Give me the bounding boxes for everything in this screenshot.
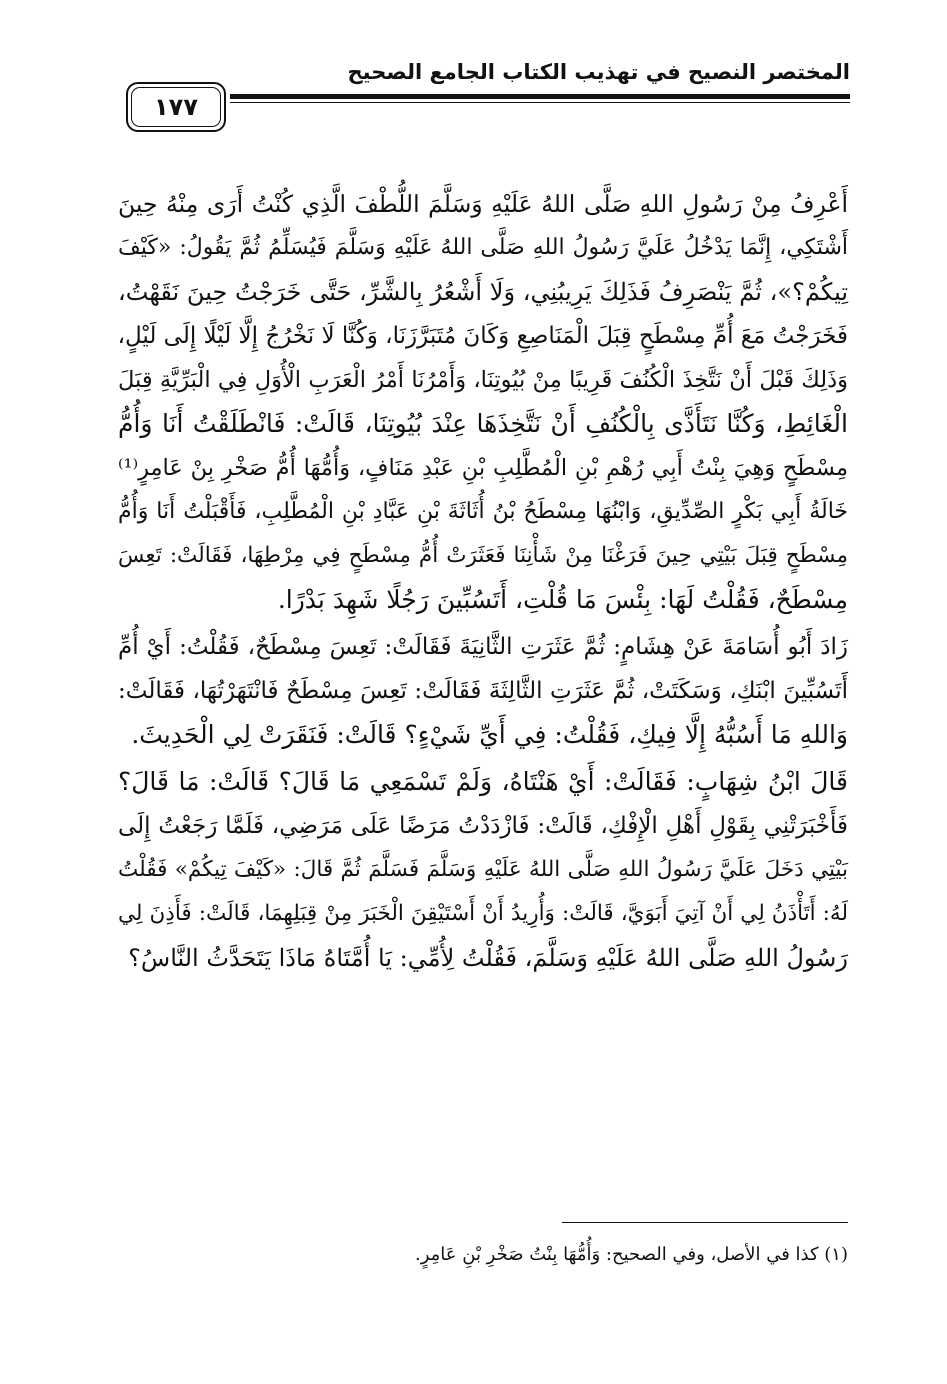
page-number: ١٧٧	[131, 87, 221, 127]
page-number-frame	[126, 82, 226, 132]
header-rule-thin	[230, 102, 850, 103]
text-line: وَذَلِكَ قَبْلَ أَنْ نَتَّخِذَ الْكُنُفَ قَرِيبًا مِنْ بُيُوتِنَا، وَأَمْرُنَا أَمْرُ الْعَرَبِ الْأُوَلِ فِي الْبَرِّيَّةِ قِبَلَ	[118, 367, 848, 393]
text-line: فَخَرَجْتُ مَعَ أُمِّ مِسْطَحٍ قِبَلَ الْمَنَاصِعِ وَكَانَ مُتَبَرَّزَنَا، وَكُنَّا لَا نَخْرُجُ إِلَّا لَيْلًا إِلَى لَيْلٍ،	[117, 323, 848, 349]
footnote-separator	[562, 1222, 848, 1223]
text-line: فَأَخْبَرَتْنِي بِقَوْلِ أَهْلِ الْإِفْكِ، قَالَتْ: فَازْدَدْتُ مَرَضًا عَلَى مَرَضِي، فَلَمَّا رَجَعْتُ إِلَى	[118, 813, 848, 839]
page-header	[122, 56, 850, 136]
running-title: المختصر النصيح في تهذيب الكتاب الجامع الصحيح	[347, 60, 850, 84]
text-line: أَشْتَكِي، إِنَّمَا يَدْخُلُ عَلَيَّ رَسُولُ اللهِ صَلَّى اللهُ عَلَيْهِ وَسَلَّمَ فَيُسَلِّمُ ثُمَّ يَقُولُ: «كَيْفَ	[118, 235, 848, 260]
text-line: لَهُ: أَتَأْذَنُ لِي أَنْ آتِيَ أَبَوَيَّ، قَالَتْ: وَأُرِيدُ أَنْ أَسْتَيْقِنَ الْخَبَرَ مِنْ قِبَلِهِمَا، قَالَتْ: فَأَذِنَ لِي	[118, 901, 848, 926]
text-line: أَعْرِفُ مِنْ رَسُولِ اللهِ صَلَّى اللهُ عَلَيْهِ وَسَلَّمَ اللُّطْفَ الَّذِي كُنْتُ أَرَى مِنْهُ حِينَ	[118, 190, 848, 218]
text-line: تِيكُمْ؟»، ثُمَّ يَنْصَرِفُ فَذَلِكَ يَرِيبُنِي، وَلَا أَشْعُرُ بِالشَّرِّ، حَتَّى خَرَجْتُ حِينَ نَقَهْتُ،	[118, 278, 848, 306]
text-line: خَالَةُ أَبِي بَكْرٍ الصِّدِّيقِ، وَابْنُهَا مِسْطَحُ بْنُ أُثَاثَةَ بْنِ عَبَّادِ بْنِ الْمُطَّلِبِ، فَأَقْبَلْتُ أَنَا وَأُمُّ	[118, 499, 848, 524]
text-line: زَادَ أَبُو أُسَامَةَ عَنْ هِشَامٍ: ثُمَّ عَثَرَتِ الثَّانِيَةَ فَقَالَتْ: تَعِسَ مِسْطَحٌ، فَقُلْتُ: أَيْ أُمِّ	[118, 634, 848, 660]
text-line: مِسْطَحٌ، فَقُلْتُ لَهَا: بِئْسَ مَا قُلْتِ، أَتَسُبِّينَ رَجُلًا شَهِدَ بَدْرًا.	[277, 585, 848, 614]
text-line: مِسْطَحٍ قِبَلَ بَيْتِي حِينَ فَرَغْنَا مِنْ شَأْنِنَا فَعَثَرَتْ أُمُّ مِسْطَحٍ فِي مِرْطِهَا، فَقَالَتْ: تَعِسَ	[118, 543, 848, 568]
text-line: مِسْطَحٍ وَهِيَ بِنْتُ أَبِي رُهْمِ بْنِ الْمُطَّلِبِ بْنِ عَبْدِ مَنَافٍ، وَأُمُّهَا أُمُّ صَخْرِ بِنْ عَامِرٍ⁽¹⁾	[118, 455, 848, 481]
text-line: رَسُولُ اللهِ صَلَّى اللهُ عَلَيْهِ وَسَلَّمَ، فَقُلْتُ لِأُمِّي: يَا أُمَّتَاهُ مَاذَا يَتَحَدَّثُ النَّاسُ؟	[128, 944, 848, 972]
text-line: أَتَسُبِّينَ ابْنَكِ، وَسَكَتَتْ، ثُمَّ عَثَرَتِ الثَّالِثَةَ فَقَالَتْ: تَعِسَ مِسْطَحٌ فَانْتَهَرْتُهَا، فَقَالَتْ:	[118, 678, 848, 704]
main-text	[118, 182, 848, 980]
footnote: (١) كذا في الأصل، وفي الصحيح: وَأُمُّهَا بِنْتُ صَخْرِ بْنِ عَامِرٍ.	[415, 1244, 848, 1265]
text-line: الْغَائِطِ، وَكُنَّا نَتَأَذَّى بِالْكُنُفِ أَنْ نَتَّخِذَهَا عِنْدَ بُيُوتِنَا، قَالَتْ: فَانْطَلَقْتُ أَنَا وَأُمُّ	[118, 409, 848, 438]
text-line: قَالَ ابْنُ شِهَابٍ: فَقَالَتْ: أَيْ هَنْتَاهُ، وَلَمْ تَسْمَعِي مَا قَالَ؟ قَالَتْ: مَا قَالَ؟	[118, 767, 848, 796]
text-line: وَاللهِ مَا أَسُبُّهُ إِلَّا فِيكِ، فَقُلْتُ: فِي أَيِّ شَيْءٍ؟ قَالَتْ: فَنَقَرَتْ لِي الْحَدِيثَ.	[131, 720, 848, 749]
header-rule-thick	[230, 94, 850, 99]
text-line: بَيْتِي دَخَلَ عَلَيَّ رَسُولُ اللهِ صَلَّى اللهُ عَلَيْهِ وَسَلَّمَ فَسَلَّمَ ثُمَّ قَالَ: «كَيْفَ تِيكُمْ» فَقُلْتُ	[118, 857, 848, 882]
